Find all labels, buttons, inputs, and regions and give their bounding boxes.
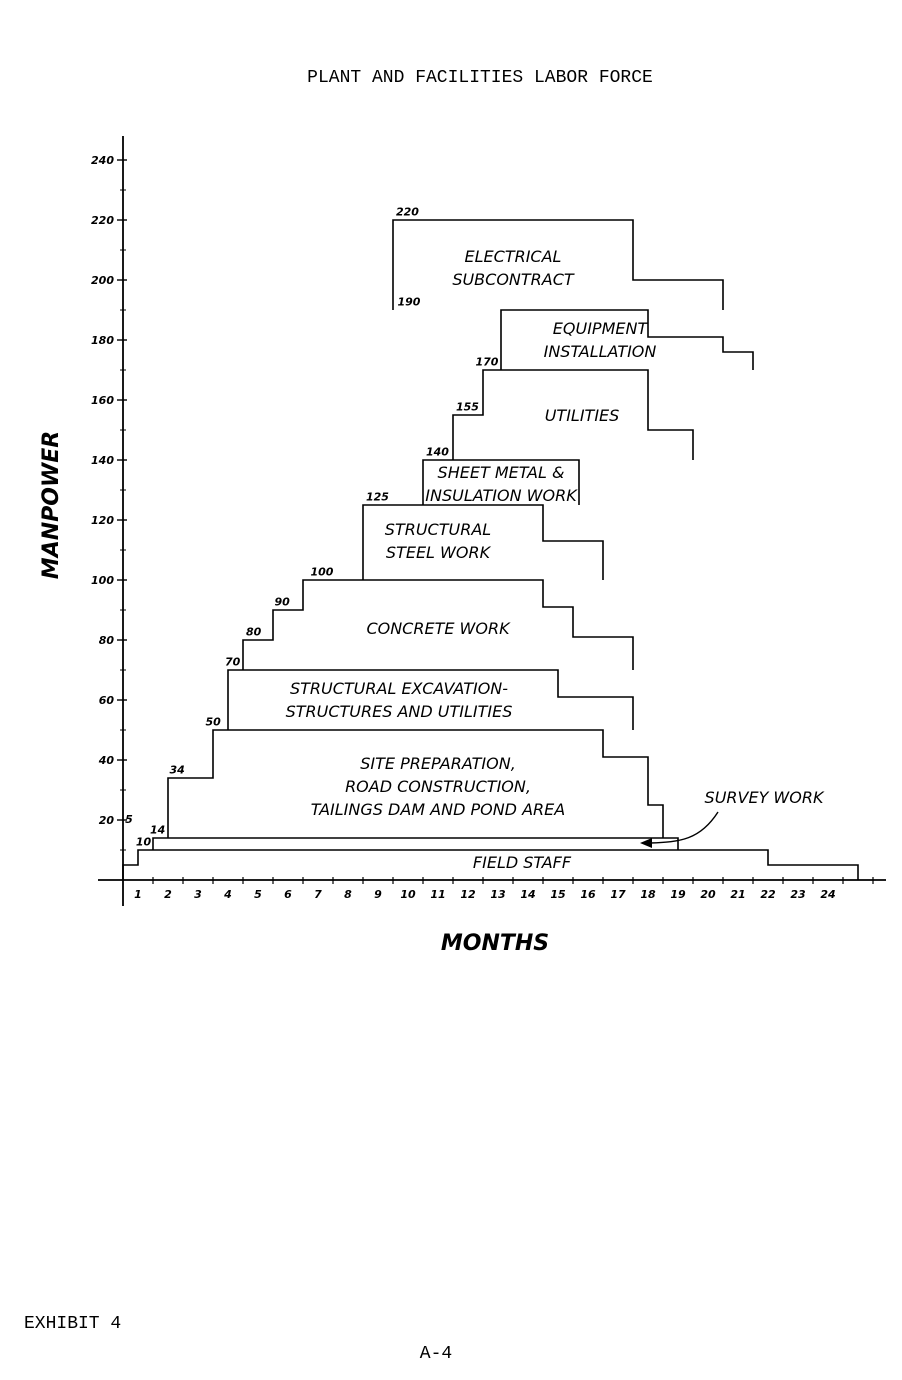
x-axis-title: MONTHS [440, 931, 550, 956]
step-label: 10 [135, 835, 152, 849]
step-label: 125 [366, 490, 389, 504]
x-tick-label: 1 [134, 888, 142, 901]
x-tick-label: 8 [344, 888, 352, 901]
x-tick-label: 11 [430, 888, 446, 901]
x-tick-label: 19 [670, 888, 686, 901]
x-tick-label: 17 [610, 888, 626, 901]
y-tick-label: 160 [91, 394, 114, 407]
step-label: 14 [150, 823, 166, 837]
step-label: 70 [225, 655, 241, 669]
band-label: ELECTRICAL [464, 247, 562, 266]
x-tick-label: 15 [550, 888, 566, 901]
band-label: INSULATION WORK [425, 486, 577, 505]
step-label: 90 [274, 595, 290, 609]
exhibit-label: EXHIBIT 4 [24, 1314, 122, 1334]
band-label: EQUIPMENT [552, 319, 648, 338]
y-tick-label: 60 [98, 694, 114, 707]
survey-work-label: SURVEY WORK [704, 788, 824, 807]
band-label: UTILITIES [544, 406, 620, 425]
y-tick-label: 120 [91, 514, 114, 527]
y-tick-label: 80 [98, 634, 114, 647]
x-tick-label: 4 [224, 888, 232, 901]
x-tick-label: 3 [194, 888, 202, 901]
page-title: PLANT AND FACILITIES LABOR FORCE [307, 68, 653, 88]
band-label: STRUCTURAL [384, 520, 492, 539]
band-label: INSTALLATION [543, 342, 657, 361]
step-label: 80 [246, 625, 262, 639]
step-label: 140 [426, 445, 449, 459]
page-number: A-4 [419, 1344, 453, 1364]
step-label: 100 [310, 565, 334, 579]
x-tick-label: 9 [374, 888, 382, 901]
band-label: SUBCONTRACT [452, 270, 574, 289]
x-tick-label: 23 [790, 888, 806, 901]
y-tick-label: 100 [91, 574, 114, 587]
y-tick-label: 240 [91, 154, 114, 167]
survey-work-arrowhead [640, 838, 652, 848]
band-label: CONCRETE WORK [366, 619, 510, 638]
band-label: SHEET METAL & [437, 463, 565, 482]
x-tick-label: 6 [284, 888, 292, 901]
band-label: STEEL WORK [385, 543, 491, 562]
y-axis-title: MANPOWER [39, 430, 64, 580]
y-tick-label: 200 [91, 274, 114, 287]
x-tick-label: 18 [640, 888, 656, 901]
y-tick-label: 220 [91, 214, 114, 227]
band-label: STRUCTURAL EXCAVATION- [289, 679, 509, 698]
x-tick-label: 13 [490, 888, 506, 901]
x-tick-label: 10 [400, 888, 416, 901]
band-label: ROAD CONSTRUCTION, [345, 777, 531, 796]
x-tick-label: 5 [254, 888, 262, 901]
x-tick-label: 14 [520, 888, 536, 901]
x-tick-label: 22 [760, 888, 776, 901]
band-label: TAILINGS DAM AND POND AREA [310, 800, 566, 819]
step-label: 5 [125, 813, 133, 826]
x-tick-label: 24 [820, 888, 836, 901]
chart-labels [125, 206, 825, 873]
y-tick-label: 140 [91, 454, 114, 467]
x-tick-label: 16 [580, 888, 596, 901]
x-tick-label: 21 [730, 888, 746, 901]
step-label: 155 [456, 400, 479, 414]
step-label: 170 [475, 355, 499, 369]
x-tick-label: 20 [700, 888, 716, 901]
y-tick-label: 40 [98, 754, 114, 767]
step-label: 50 [205, 715, 221, 729]
step-label: 190 [397, 295, 421, 309]
x-tick-label: 7 [314, 888, 322, 901]
y-tick-label: 180 [91, 334, 114, 347]
band-label: STRUCTURES AND UTILITIES [285, 702, 513, 721]
band-label: FIELD STAFF [472, 853, 572, 872]
band-label: SITE PREPARATION, [360, 754, 516, 773]
x-tick-label: 2 [164, 888, 172, 901]
band-outline [153, 838, 678, 850]
step-label: 34 [169, 763, 185, 777]
y-tick-label: 20 [98, 814, 114, 827]
x-tick-label: 12 [460, 888, 476, 901]
step-label: 220 [396, 205, 419, 219]
